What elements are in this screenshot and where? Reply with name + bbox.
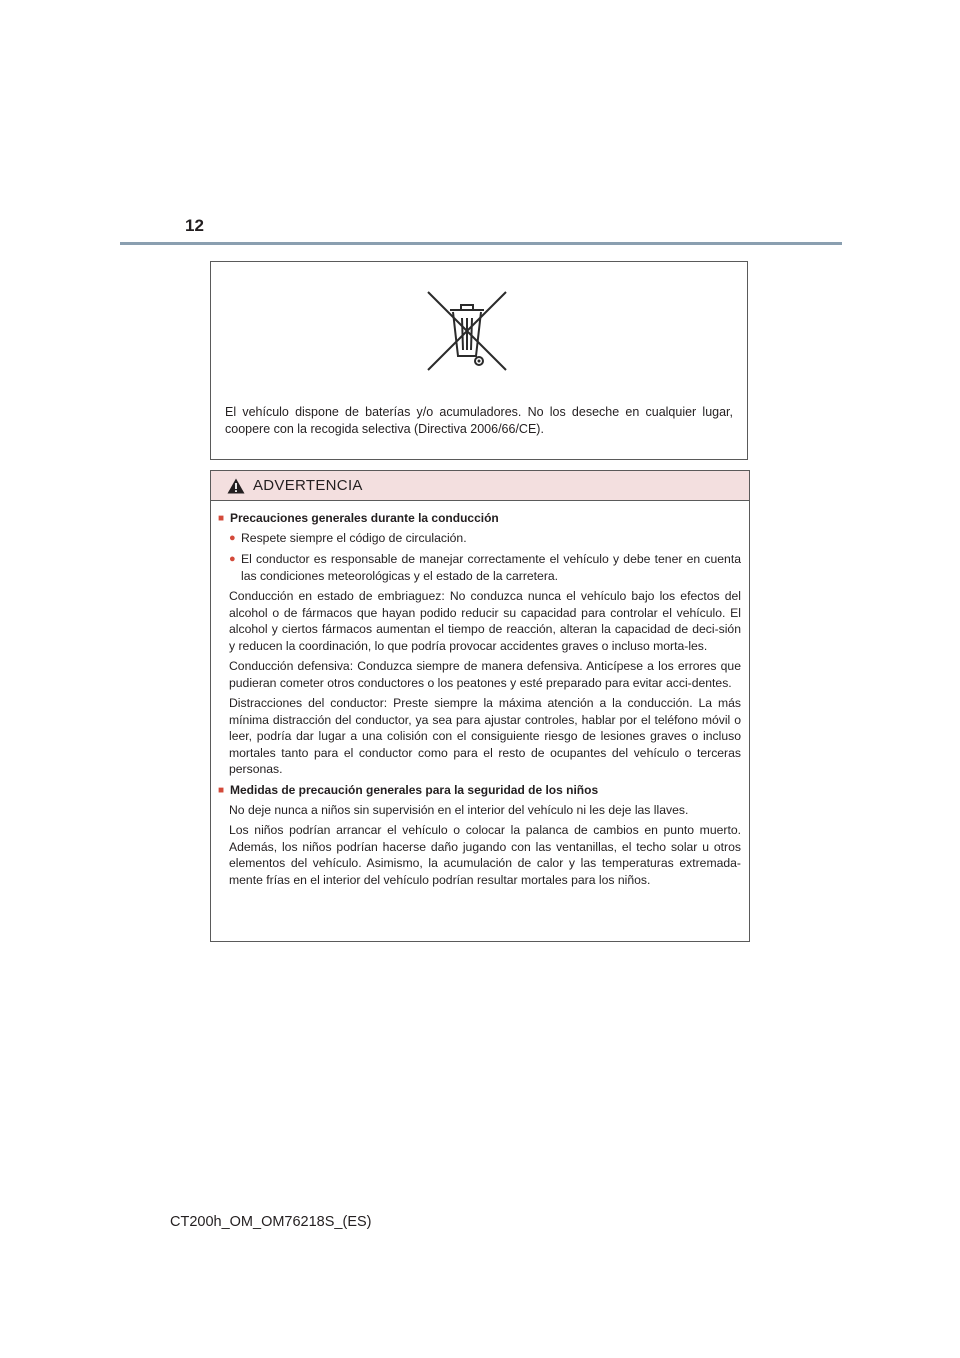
page-number: 12 bbox=[185, 216, 204, 235]
square-bullet-icon: ■ bbox=[218, 513, 225, 524]
section-heading-driving bbox=[218, 510, 741, 527]
warning-body bbox=[211, 501, 749, 888]
paragraph-children-risks: Los niños podrían arrancar el vehículo o colocar la palanca de cambios en punto muerto. Además, los niños podrían hacerse daño jugando con las ventanillas, el techo solar u otros elementos del vehículo. Asimismo, la acumulación de calor y las temperaturas extremada-mente frías en el interior del vehículo podrían resultar mortales para los niños. bbox=[229, 823, 741, 887]
bullet-text: El conductor es responsable de manejar correctamente el vehículo y debe tener en cuenta las condiciones meteorológicas y el estado de la carretera. bbox=[241, 552, 741, 583]
round-bullet-icon: ● bbox=[229, 532, 236, 544]
warning-triangle-icon bbox=[227, 478, 245, 494]
round-bullet-icon: ● bbox=[229, 553, 236, 565]
section-heading-child-safety bbox=[218, 782, 741, 799]
paragraph-drunk-driving: Conducción en estado de embriaguez: No conduzca nunca el vehículo bajo los efectos del alcohol o de fármacos que hayan podido reducir su capacidad para controlar el vehículo. El alcohol y ciertos fármacos aumentan el tiempo de reacción, alteran la capacidad de deci-sión y reducen la coordinación, lo que podría provocar accidentes graves o incluso morta-les. bbox=[229, 589, 741, 653]
paragraph-children-unattended: No deje nunca a niños sin supervisión en el interior del vehículo ni les deje las llaves. bbox=[229, 802, 689, 817]
battery-disposal-notice bbox=[210, 261, 748, 460]
square-bullet-icon: ■ bbox=[218, 784, 225, 796]
warning-title: ADVERTENCIA bbox=[253, 477, 363, 494]
warning-header bbox=[211, 471, 749, 501]
bullet-item bbox=[229, 551, 741, 584]
battery-notice-text: El vehículo dispone de baterías y/o acumuladores. No los deseche en cualquier lugar, coopere con la recogida selectiva (Directiva 2006/66/CE). bbox=[225, 405, 733, 436]
bullet-item bbox=[229, 530, 741, 547]
bullet-text: Respete siempre el código de circulación. bbox=[241, 531, 467, 545]
header-rule bbox=[120, 242, 842, 245]
warning-box bbox=[210, 470, 750, 942]
paragraph-defensive-driving: Conducción defensiva: Conduzca siempre de manera defensiva. Anticípese a los errores que pudieran cometer otros conductores o los peatones y esté preparado para evitar acci-dentes. bbox=[229, 659, 741, 690]
section-heading-text: Precauciones generales durante la conducción bbox=[230, 511, 499, 525]
footer-document-code: CT200h_OM_OM76218S_(ES) bbox=[170, 1214, 372, 1230]
paragraph-driver-distraction: Distracciones del conductor: Preste siempre la máxima atención a la conducción. La más mínima distracción del conductor, ya sea para ajustar controles, hablar por el teléfono móvil o leer, podría dar lugar a una colisión con el consiguiente riesgo de lesiones graves o incluso mortales tanto para el conductor como para el resto de ocupantes del vehículo o terceras personas. bbox=[229, 696, 741, 776]
crossed-out-wheeled-bin-icon bbox=[426, 290, 508, 372]
section-heading-text: Medidas de precaución generales para la seguridad de los niños bbox=[230, 782, 599, 797]
